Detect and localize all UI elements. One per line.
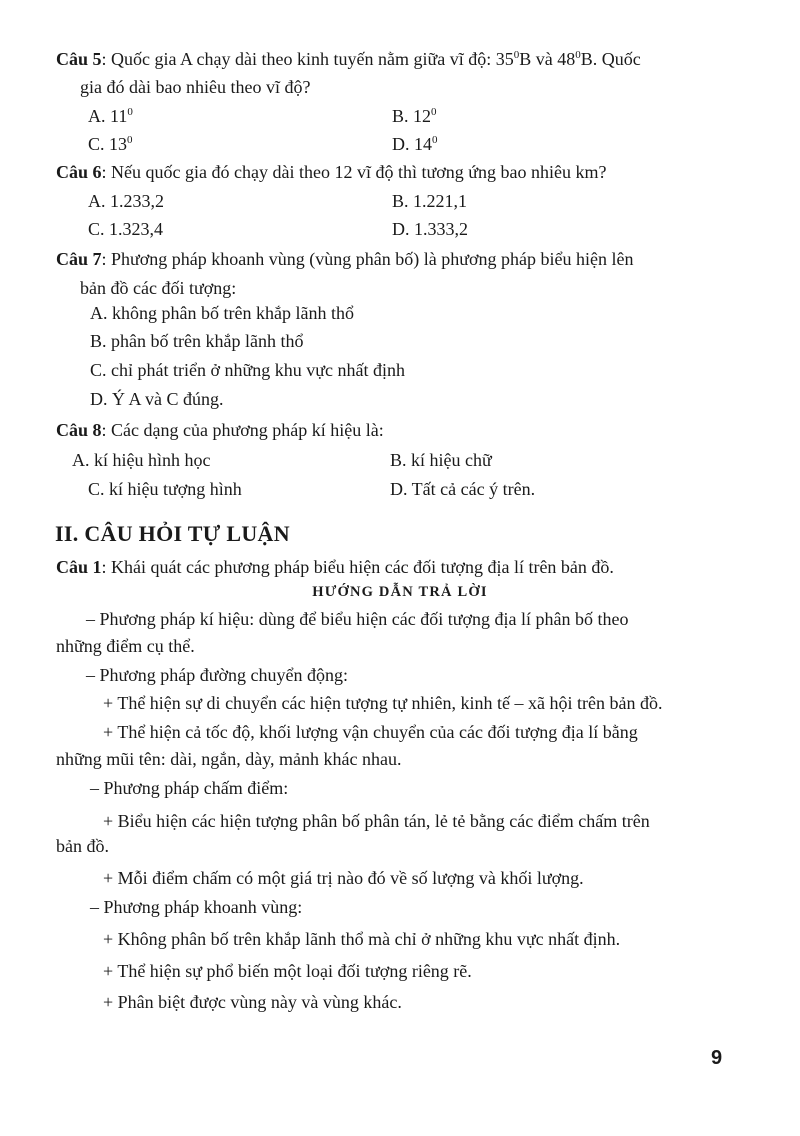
answer-heading: HƯỚNG DẪN TRẢ LỜI bbox=[312, 584, 488, 600]
question-label: Câu 7 bbox=[56, 249, 102, 269]
answer-line: + Thể hiện cả tốc độ, khối lượng vận chuyển của các đối tượng địa lí bằng bbox=[103, 722, 638, 742]
answer-line: những điểm cụ thể. bbox=[56, 636, 195, 656]
option-a: A. không phân bố trên khắp lãnh thổ bbox=[90, 303, 354, 323]
option-d: D. Tất cả các ý trên. bbox=[390, 479, 536, 499]
question-5: Câu 5: Quốc gia A chạy dài theo kinh tuyến nằm giữa vĩ độ: $35^0B$ và $48^0B$. Quốc bbox=[56, 49, 641, 69]
essay-question-1: Câu 1: Khái quát các phương pháp biểu hiện các đối tượng địa lí trên bản đồ. bbox=[56, 557, 614, 577]
question-7: Câu 7: Phương pháp khoanh vùng (vùng phân bố) là phương pháp biểu hiện lên bbox=[56, 249, 634, 269]
option-c: C. $13^0$ bbox=[88, 134, 133, 154]
answer-line: – Phương pháp đường chuyển động: bbox=[86, 665, 349, 685]
section-heading: II. CÂU HỎI TỰ LUẬN bbox=[55, 521, 290, 546]
answer-line: – Phương pháp kí hiệu: dùng để biểu hiện các đối tượng địa lí phân bố theo bbox=[86, 609, 629, 629]
answer-line: bản đồ. bbox=[56, 836, 109, 856]
answer-line: + Không phân bố trên khắp lãnh thổ mà chỉ ở những khu vực nhất định. bbox=[103, 929, 621, 949]
answer-line: + Thể hiện sự phổ biến một loại đối tượng riêng rẽ. bbox=[103, 961, 472, 981]
option-a: A. kí hiệu hình học bbox=[72, 450, 211, 470]
option-b: B. 1.221,1 bbox=[392, 191, 468, 211]
option-c: C. kí hiệu tượng hình bbox=[88, 479, 242, 499]
answer-line: – Phương pháp khoanh vùng: bbox=[90, 897, 303, 917]
option-a: A. $11^0$ bbox=[88, 106, 133, 126]
question-6: Câu 6: Nếu quốc gia đó chạy dài theo 12 vĩ độ thì tương ứng bao nhiêu km? bbox=[56, 162, 607, 182]
answer-line: + Mỗi điểm chấm có một giá trị nào đó về số lượng và khối lượng. bbox=[103, 868, 584, 888]
question-5-line2: gia đó dài bao nhiêu theo vĩ độ? bbox=[80, 77, 311, 97]
option-d: D. 1.333,2 bbox=[392, 219, 468, 239]
question-label: Câu 8 bbox=[56, 420, 102, 440]
answer-line: + Phân biệt được vùng này và vùng khác. bbox=[103, 992, 402, 1012]
answer-line: – Phương pháp chấm điểm: bbox=[90, 778, 289, 798]
question-8: Câu 8: Các dạng của phương pháp kí hiệu là: bbox=[56, 420, 384, 440]
question-label: Câu 1 bbox=[56, 557, 102, 577]
question-7-line2: bản đồ các đối tượng: bbox=[80, 278, 237, 298]
option-c: C. chỉ phát triển ở những khu vực nhất định bbox=[90, 360, 405, 380]
option-d: D. Ý A và C đúng. bbox=[90, 389, 224, 409]
answer-line: những mũi tên: dài, ngắn, dày, mảnh khác nhau. bbox=[56, 749, 402, 769]
question-label: Câu 6 bbox=[56, 162, 102, 182]
option-c: C. 1.323,4 bbox=[88, 219, 164, 239]
page-number: 9 bbox=[711, 1047, 723, 1069]
option-b: B. kí hiệu chữ bbox=[390, 450, 492, 470]
option-d: D. $14^0$ bbox=[392, 134, 438, 154]
question-label: Câu 5 bbox=[56, 49, 102, 69]
answer-line: + Biểu hiện các hiện tượng phân bố phân tán, lẻ tẻ bằng các điểm chấm trên bbox=[103, 811, 650, 831]
option-a: A. 1.233,2 bbox=[88, 191, 164, 211]
option-b: B. $12^0$ bbox=[392, 106, 437, 126]
option-b: B. phân bố trên khắp lãnh thổ bbox=[90, 331, 304, 351]
answer-line: + Thể hiện sự di chuyển các hiện tượng tự nhiên, kinh tế – xã hội trên bản đồ. bbox=[103, 693, 663, 713]
